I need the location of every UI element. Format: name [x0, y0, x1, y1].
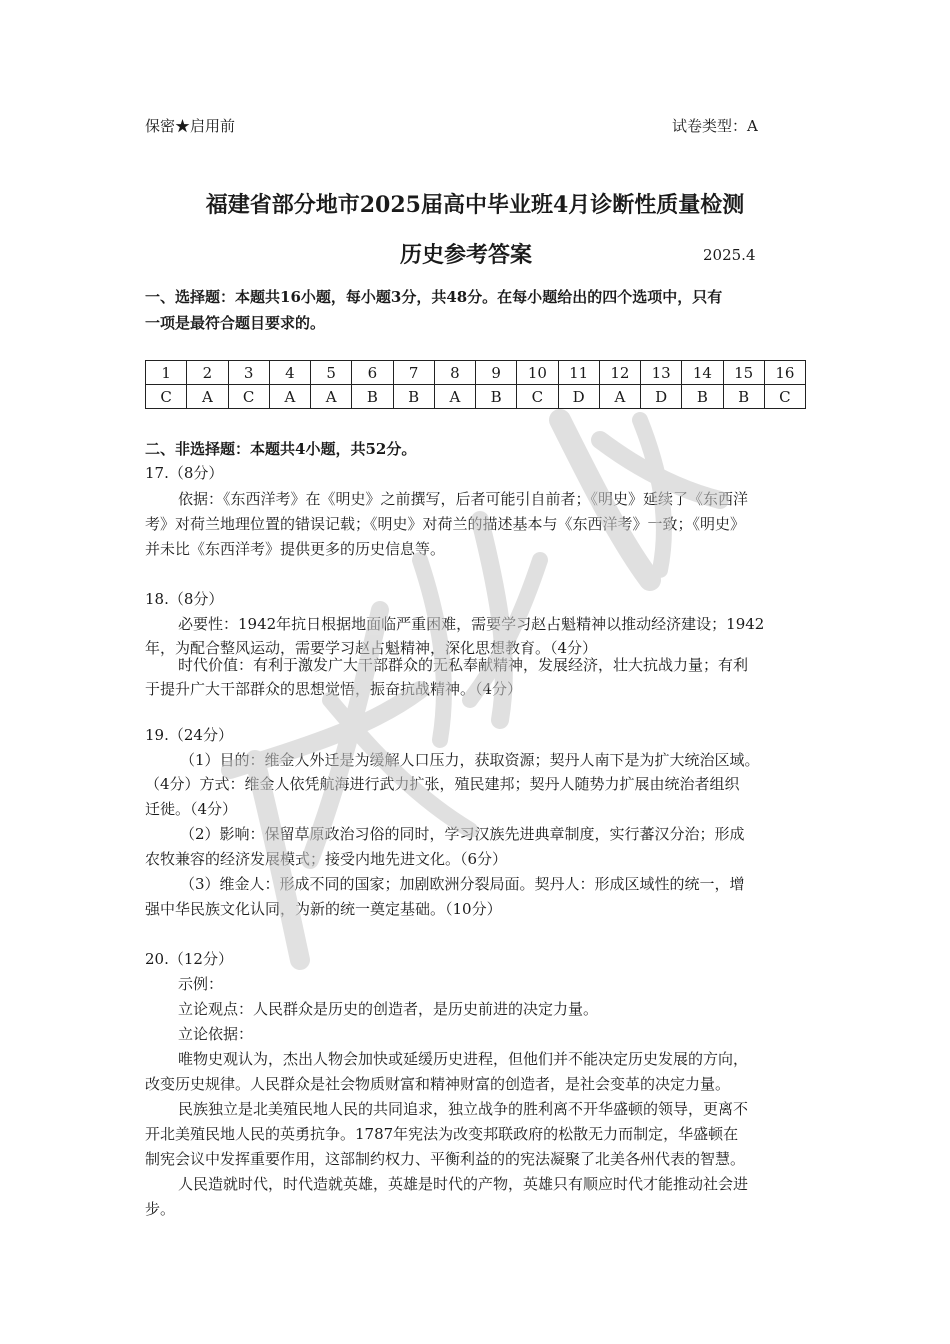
answer-cell: A	[599, 385, 640, 409]
q17-line: 依据：《东西洋考》在《明史》之前撰写，后者可能引自前者；《明史》延续了《东西洋	[178, 490, 749, 508]
question-number-cell: 5	[311, 361, 352, 385]
answer-cell: C	[146, 385, 187, 409]
answer-cell: A	[187, 385, 228, 409]
q18-line: 于提升广大干部群众的思想觉悟，振奋抗战精神。（4分）	[145, 680, 523, 698]
question-number-cell: 6	[352, 361, 393, 385]
q18-line: 年，为配合整风运动，需要学习赵占魁精神，深化思想教育。（4分）	[145, 639, 598, 657]
answer-cell: B	[476, 385, 517, 409]
q20-line: 示例：	[178, 975, 224, 993]
answer-cell: B	[723, 385, 764, 409]
answer-cell: B	[393, 385, 434, 409]
question-number-cell: 2	[187, 361, 228, 385]
q20-line: 改变历史规律。人民群众是社会物质财富和精神财富的创造者，是社会变革的决定力量。	[145, 1075, 731, 1093]
question-number-cell: 4	[269, 361, 310, 385]
question-number-cell: 15	[723, 361, 764, 385]
section1-heading-line1: 一、选择题：本题共16小题，每小题3分，共48分。在每小题给出的四个选项中，只有	[145, 288, 723, 306]
q17-line: 考》对荷兰地理位置的错误记载；《明史》对荷兰的描述基本与《东西洋考》一致；《明史》	[145, 515, 746, 533]
q18-line: 必要性：1942年抗日根据地面临严重困难，需要学习赵占魁精神以推动经济建设；1942	[178, 615, 765, 633]
q20-line: 制宪会议中发挥重要作用，这部制约权力、平衡利益的的宪法凝聚了北美各州代表的智慧。	[145, 1150, 746, 1168]
answer-cell: A	[311, 385, 352, 409]
document-subtitle: 历史参考答案	[400, 242, 533, 268]
q19-line: （4分）方式：维金人依凭航海进行武力扩张，殖民建邦；契丹人随势力扩展由统治者组织	[145, 775, 740, 793]
q20-line: 民族独立是北美殖民地人民的共同追求，独立战争的胜利离不开华盛顿的领导，更离不	[178, 1100, 749, 1118]
q19-line: （2）影响：保留草原政治习俗的同时，学习汉族先进典章制度，实行蕃汉分治；形成	[180, 825, 745, 843]
answer-table-answer-row	[146, 385, 806, 409]
q17-heading: 17.（8分）	[145, 464, 224, 482]
confidentiality-label: 保密★启用前	[145, 117, 236, 135]
q20-line: 开北美殖民地人民的英勇抗争。1787年宪法为改变邦联政府的松散无力而制定，华盛顿在	[145, 1125, 739, 1143]
answer-cell: A	[434, 385, 475, 409]
answer-cell: C	[517, 385, 558, 409]
q18-line: 时代价值：有利于激发广大干部群众的无私奉献精神，发展经济，壮大抗战力量；有利	[178, 656, 749, 674]
answer-cell: A	[269, 385, 310, 409]
q19-line: 迁徙。（4分）	[145, 800, 238, 818]
document-title: 福建省部分地市2025届高中毕业班4月诊断性质量检测	[205, 192, 745, 218]
q19-heading: 19.（24分）	[145, 726, 233, 744]
q20-line: 唯物史观认为，杰出人物会加快或延缓历史进程，但他们并不能决定历史发展的方向，	[178, 1050, 749, 1068]
q20-heading: 20.（12分）	[145, 950, 233, 968]
answer-table	[145, 360, 806, 409]
question-number-cell: 8	[434, 361, 475, 385]
q19-line: 强中华民族文化认同，为新的统一奠定基础。（10分）	[145, 900, 502, 918]
question-number-cell: 10	[517, 361, 558, 385]
paper-type-label: 试卷类型：A	[672, 117, 758, 135]
q20-line: 步。	[145, 1200, 176, 1218]
question-number-cell: 11	[558, 361, 599, 385]
question-number-cell: 9	[476, 361, 517, 385]
answer-cell: C	[764, 385, 805, 409]
question-number-cell: 7	[393, 361, 434, 385]
answer-cell: D	[641, 385, 682, 409]
section1-heading-line2: 一项是最符合题目要求的。	[145, 314, 326, 332]
question-number-cell: 12	[599, 361, 640, 385]
q20-line: 立论依据：	[178, 1025, 254, 1043]
q20-line: 人民造就时代，时代造就英雄，英雄是时代的产物，英雄只有顺应时代才能推动社会进	[178, 1175, 749, 1193]
q19-line: 农牧兼容的经济发展模式；接受内地先进文化。（6分）	[145, 850, 508, 868]
question-number-cell: 13	[641, 361, 682, 385]
q19-line: （3）维金人：形成不同的国家；加剧欧洲分裂局面。契丹人：形成区域性的统一，增	[180, 875, 745, 893]
q17-line: 并未比《东西洋考》提供更多的历史信息等。	[145, 540, 446, 558]
q20-line: 立论观点：人民群众是历史的创造者，是历史前进的决定力量。	[178, 1000, 599, 1018]
answer-cell: C	[228, 385, 269, 409]
question-number-cell: 16	[764, 361, 805, 385]
q18-heading: 18.（8分）	[145, 590, 224, 608]
section2-heading: 二、非选择题：本题共4小题，共52分。	[145, 440, 417, 458]
answer-table-number-row	[146, 361, 806, 385]
q19-line: （1）目的：维金人外迁是为缓解人口压力，获取资源；契丹人南下是为扩大统治区域。	[180, 751, 760, 769]
question-number-cell: 14	[682, 361, 723, 385]
question-number-cell: 1	[146, 361, 187, 385]
question-number-cell: 3	[228, 361, 269, 385]
answer-cell: B	[682, 385, 723, 409]
document-date: 2025.4	[703, 246, 756, 264]
answer-cell: D	[558, 385, 599, 409]
answer-cell: B	[352, 385, 393, 409]
